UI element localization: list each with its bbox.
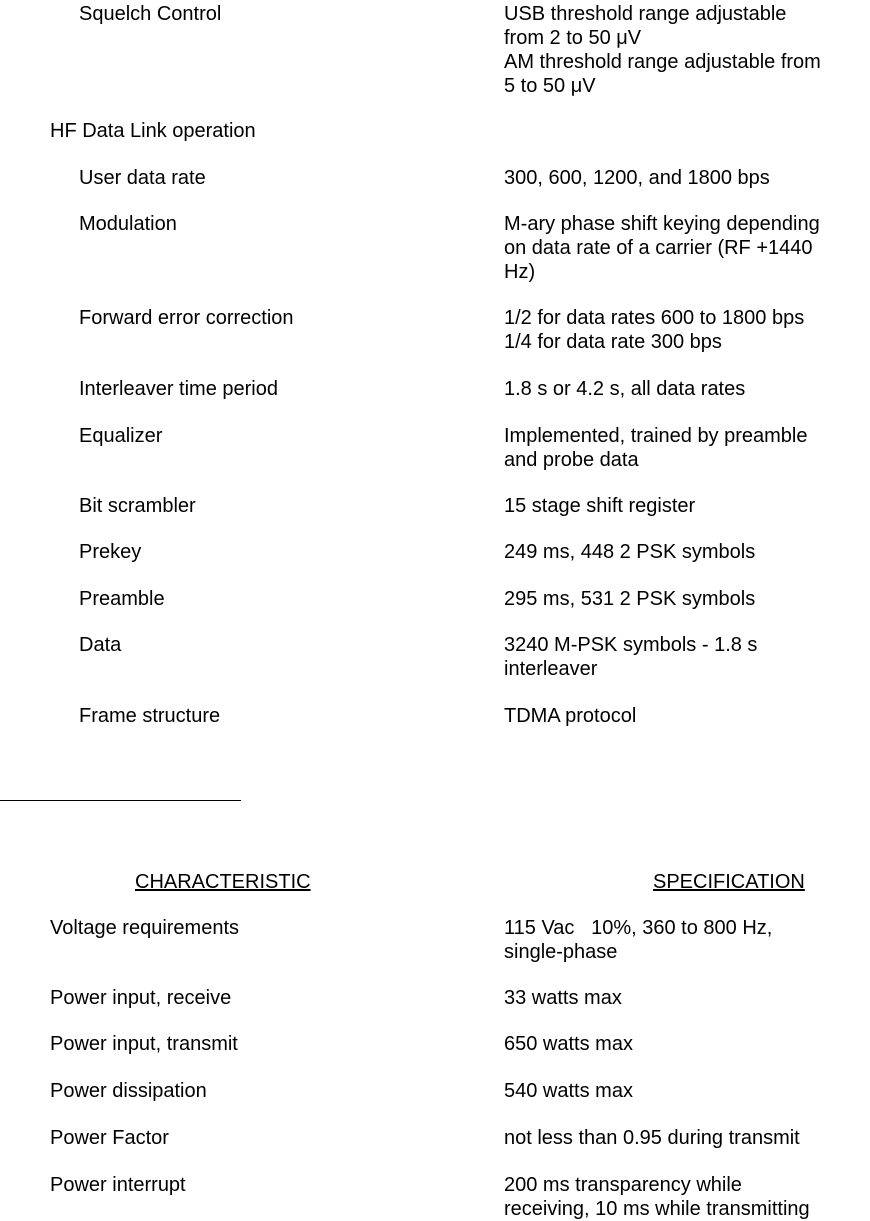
spec-label: Power input, receive (50, 987, 232, 1009)
spec-label: Prekey (79, 541, 142, 563)
spec-value-line: 650 watts max (504, 1033, 633, 1055)
spec-value-line: not less than 0.95 during transmit (504, 1127, 800, 1149)
spec-value (504, 212, 864, 284)
spec-label: Equalizer (79, 425, 163, 447)
spec-value-line: 1.8 s or 4.2 s, all data rates (504, 378, 746, 400)
spec-value-line: M-ary phase shift keying depending (504, 213, 820, 235)
spec-label: Data (79, 634, 122, 656)
spec-value (504, 494, 864, 518)
spec-label: Power interrupt (50, 1174, 186, 1196)
spec-value-line: 3240 M-PSK symbols - 1.8 s (504, 634, 758, 656)
spec-label: Power Factor (50, 1127, 169, 1149)
spec-value-line: 15 stage shift register (504, 495, 696, 517)
spec-value (504, 587, 864, 611)
spec-value (504, 306, 864, 354)
spec-value-line: single-phase (504, 941, 618, 963)
spec-label: Power input, transmit (50, 1033, 238, 1055)
column-header-specification: SPECIFICATION (653, 871, 805, 893)
spec-value (504, 377, 864, 401)
spec-value-line: 249 ms, 448 2 PSK symbols (504, 541, 756, 563)
spec-value-line: interleaver (504, 658, 598, 680)
spec-value-line: Hz) (504, 261, 536, 283)
column-header-characteristic: CHARACTERISTIC (135, 871, 311, 893)
spec-value-line: 1/4 for data rate 300 bps (504, 331, 722, 353)
spec-value-line: AM threshold range adjustable from (504, 51, 821, 73)
spec-value (504, 633, 864, 681)
spec-value-line: Implemented, trained by preamble (504, 425, 808, 447)
spec-value (504, 2, 864, 98)
spec-value (504, 1032, 864, 1056)
spec-label: Squelch Control (79, 3, 222, 25)
spec-value (504, 1079, 864, 1103)
spec-label: Voltage requirements (50, 917, 240, 939)
spec-value (504, 540, 864, 564)
spec-value-line: receiving, 10 ms while transmitting (504, 1198, 810, 1220)
spec-label: Bit scrambler (79, 495, 196, 517)
spec-value (504, 166, 864, 190)
spec-value-line: 540 watts max (504, 1080, 633, 1102)
spec-value-line: and probe data (504, 449, 639, 471)
spec-value (504, 704, 864, 728)
spec-value (504, 424, 864, 472)
spec-value (504, 1126, 864, 1150)
section-heading: HF Data Link operation (50, 120, 256, 142)
spec-label: Modulation (79, 213, 177, 235)
spec-value-line: from 2 to 50 μV (504, 27, 642, 49)
spec-label: Frame structure (79, 705, 221, 727)
spec-label: Power dissipation (50, 1080, 207, 1102)
footnote-separator (0, 800, 241, 801)
spec-value-line: 300, 600, 1200, and 1800 bps (504, 167, 770, 189)
spec-label: Preamble (79, 588, 165, 610)
spec-label: Forward error correction (79, 307, 294, 329)
spec-value-line: 295 ms, 531 2 PSK symbols (504, 588, 756, 610)
spec-label: User data rate (79, 167, 206, 189)
spec-value-line: TDMA protocol (504, 705, 637, 727)
spec-value (504, 916, 864, 964)
spec-value-line: 33 watts max (504, 987, 622, 1009)
spec-value-line: 115 Vac 10%, 360 to 800 Hz, (504, 917, 773, 939)
spec-value-line: 1/2 for data rates 600 to 1800 bps (504, 307, 805, 329)
spec-label: Interleaver time period (79, 378, 278, 400)
spec-value-line: 5 to 50 μV (504, 75, 596, 97)
spec-value-line: 200 ms transparency while (504, 1174, 742, 1196)
spec-value (504, 986, 864, 1010)
spec-value-line: on data rate of a carrier (RF +1440 (504, 237, 813, 259)
spec-value-line: USB threshold range adjustable (504, 3, 787, 25)
spec-value (504, 1173, 864, 1221)
